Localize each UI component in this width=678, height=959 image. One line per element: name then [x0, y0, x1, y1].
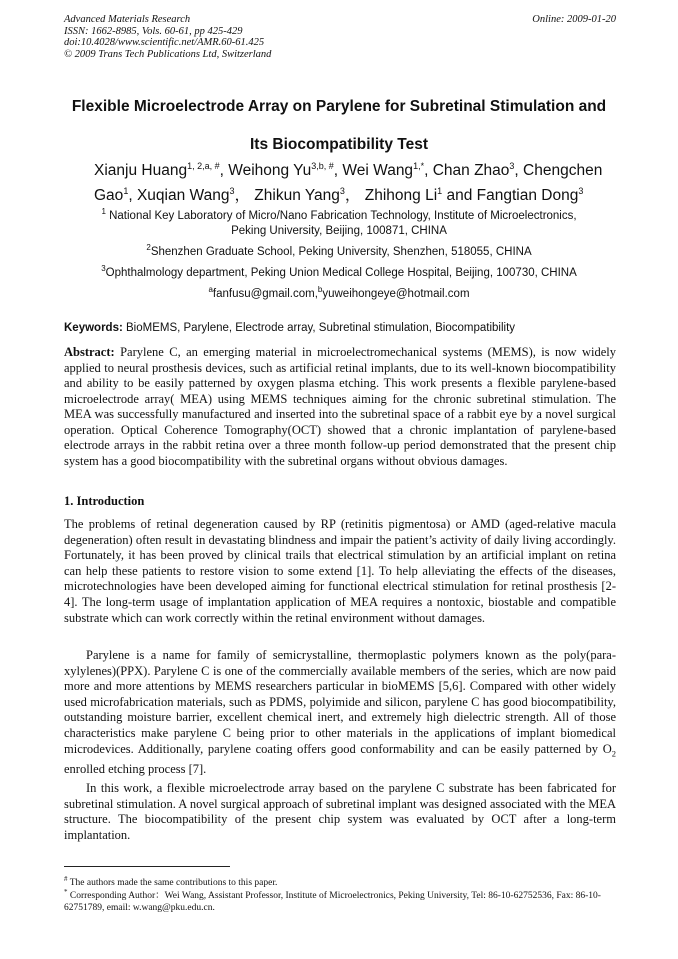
author: Weihong $Yu^{3,b, \#}$,	[228, 161, 339, 180]
author-list	[94, 156, 624, 206]
keywords-text: BioMEMS, Parylene, Electrode array, Subretinal stimulation, Biocompatibility	[126, 322, 516, 334]
footnote-divider	[64, 866, 230, 867]
author: Zhihong Li$^1$ and	[364, 186, 473, 205]
doi-line: doi:10.4028/www.scientific.net/AMR.60-61.425	[64, 37, 265, 48]
issn-line: ISSN: 1662-8985, Vols. 60-61, pp 425-429	[64, 25, 243, 37]
abstract	[64, 345, 616, 469]
email-b: yuweihongeye@hotmail.com	[322, 287, 470, 300]
affiliation-3: $^3$Ophthalmology department, Peking Union Medical College Hospital, Beijing, 100730, CHINA	[101, 264, 577, 279]
author: Wei Wang$^{1,*}$,	[342, 161, 429, 180]
author-emails: $^a$fanfusu@gmail.com,$^b$yuweihongeye@hotmail.com	[208, 285, 470, 300]
journal-header	[64, 14, 616, 60]
title-line-2: Its Biocompatibility Test	[250, 136, 428, 153]
keywords	[64, 322, 616, 334]
author: Xianju Huang$^{1, 2,a, \#}$,	[94, 161, 224, 180]
paragraph: Parylene is a name for family of semicrystalline, thermoplastic polymers known as the poly(para-xylylenes)(PPX). Parylene C is one of the commercially available members of the series, which are now paid more and more attentions by MEMS researchers particular in bioMEMS [5,6]. Compared with other widely used microfabrication materials, such as PDMS, polyimide and silicon, parylene C has good biocompatibility, outstanding moisture barrier, excellent chemical inert, and extremely high dielectric strength. All of those characteristics make parylene C being prior to other materials in the applications of implant biomedical microdevices. Additionally, parylene coating offers good conformability and can be easily patterned by $O_2$ enrolled etching process [7].	[64, 648, 616, 776]
affiliation-1: $^1$ National Key Laboratory of Micro/Nano Fabrication Technology, Institute of Microelectronics, Peking University, Beijing, 100871, CHINA	[101, 207, 577, 237]
online-date: Online: 2009-01-20	[532, 14, 616, 25]
journal-name: Advanced Materials Research	[64, 14, 191, 25]
affiliation-2: $^2$Shenzhen Graduate School, Peking University, Shenzhen, 518055, CHINA	[146, 243, 532, 258]
author: Fangtian Dong$^3$	[476, 186, 584, 205]
footnote-corresponding-author: * Corresponding Author：Wei Wang, Assistant Professor, Institute of Microelectronics, Peking University, Tel: 86-10-62752536, Fax: 86-10-62751789, email: w.wang@pku.edu.cn.	[64, 888, 601, 914]
keywords-label: Keywords:	[64, 322, 123, 334]
paragraph: The problems of retinal degeneration caused by RP (retinitis pigmentosa) or AMD (aged-relative macula degeneration) often result in devastating blindness and impair the patient’s activity of daily living accordingly. Fortunately, it has been proved by clinical trails that electrical stimulation by an artificial implant on retina can help these patients to restore vision to some extend [1]. To help alleviating the effects of the diseases, microtechnologies have been developed aiming for functional electrical stimulation for retinal prosthesis [2-4]. The long-term usage of implantation application of MEA requires a nontoxic, biostable and compatible substrate which can work correctly within the retinal environment without damages.	[64, 517, 616, 625]
author: Zhikun Yang$^3$，	[254, 186, 361, 205]
email-a: fanfusu@gmail.com,	[212, 287, 318, 300]
paragraph: In this work, a flexible microelectrode array based on the parylene C substrate has been fabricated for subretinal stimulation. A novel surgical approach of subretinal implant was designed associated with the MEA structure. The biocompatibility of the present chip system was evaluated by OCT after a long-term implantation.	[64, 781, 616, 842]
copyright-line: © 2009 Trans Tech Publications Ltd, Switzerland	[64, 48, 272, 60]
footnote-equal-contribution: # The authors made the same contributions to this paper.	[64, 875, 278, 889]
abstract-text: Parylene C, an emerging material in microelectromechanical systems (MEMS), is now widely applied to neural prosthesis devices, such as artificial retinal implants, due to its well-known biocompatibility and ability to be easily patterned by oxygen plasma etching. This work presents a flexible parylene-based microelectrode array( MEA) using MEMS techniques aiming for the chronic subretinal stimulation. The MEA was successfully manufactured and inserted into the subretinal space of a rabbit eye by a novel surgical operation. Optical Coherence Tomography(OCT) showed that a chronic implantation of parylene-based electrode arrays in the rabbit retina over a three month follow-up period demonstrated that the present chip system has a good biocompatibility with the subretinal organs without obvious damages.	[64, 345, 616, 468]
author: Xuqian Wang$^3$，	[136, 186, 250, 205]
title-line-1: Flexible Microelectrode Array on Parylene for Subretinal Stimulation and	[71, 98, 607, 115]
author: Chan Zhao$^3$,	[432, 161, 519, 180]
section-heading: 1. Introduction	[64, 494, 145, 508]
abstract-label: Abstract:	[64, 345, 115, 359]
author: Chengchen Gao$^1$,	[94, 162, 603, 205]
paper-title	[50, 88, 628, 164]
